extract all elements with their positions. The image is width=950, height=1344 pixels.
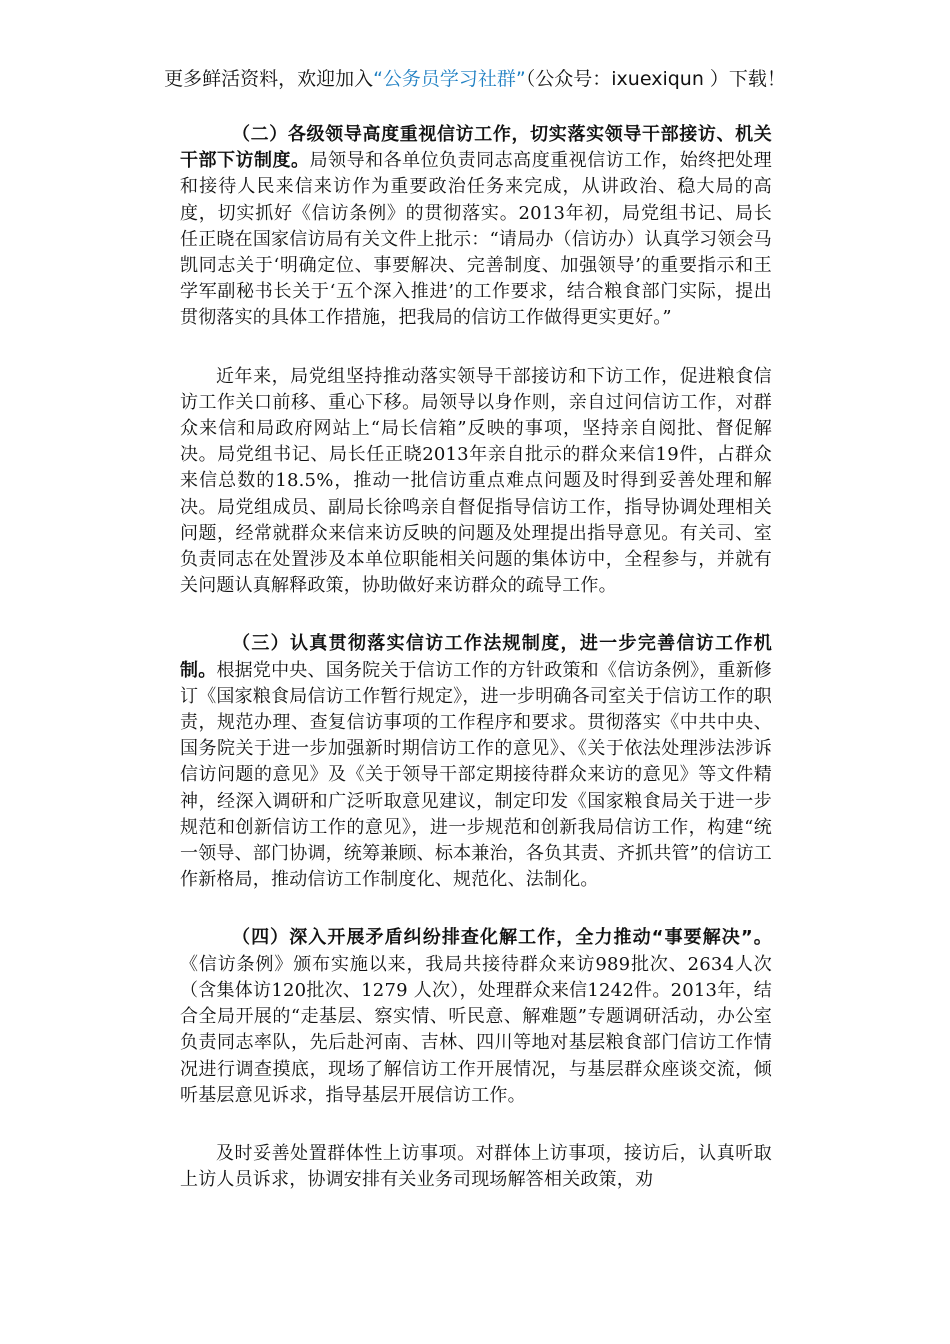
- paragraph-leadership-visits: [180, 364, 772, 600]
- section-heading: （四）深入开展矛盾纠纷排查化解工作，全力推动“事要解决”。: [232, 927, 772, 949]
- section-heading: （三）认真贯彻落实信访工作法规制度，进一步完善信访工作机制。: [180, 633, 772, 681]
- section-heading: （二）各级领导高度重视信访工作，切实落实领导干部接访、机关干部下访制度。: [180, 124, 772, 172]
- paragraph-text: 《信访条例》颁布实施以来，我局共接待群众来访989批次、2634人次（含集体访120批次、1279 人次），处理群众来信1242件。2013年，结合全局开展的“走基层、察实情、听民意、解难题”专题调研活动，办公室负责同志率队，先后赴河南、吉林、四川等地对基层粮食部门信访工作情况进行调查摸底，现场了解信访工作开展情况，与基层群众座谈交流，倾听基层意见诉求，指导基层开展信访工作。: [180, 953, 772, 1106]
- paragraph-text: 根据党中央、国务院关于信访工作的方针政策和《信访条例》，重新修订《国家粮食局信访工作暂行规定》，进一步明确各司室关于信访工作的职责，规范办理、查复信访事项的工作程序和要求。贯彻落实《中共中央、国务院关于进一步加强新时期信访工作的意见》、《关于依法处理涉法涉诉信访问题的意见》及《关于领导干部定期接待群众来访的意见》等文件精神，经深入调研和广泛听取意见建议，制定印发《国家粮食局关于进一步规范和创新信访工作的意见》，进一步规范和创新我局信访工作，构建“统一领导、部门协调，统筹兼顾、标本兼治，各负其责、齐抓共管”的信访工作新格局，推动信访工作制度化、规范化、法制化。: [180, 659, 773, 891]
- document-body: [180, 122, 772, 1225]
- paragraph-text: 局领导和各单位负责同志高度重视信访工作，始终把处理和接待人民来信来访作为重要政治任务来完成，从讲政治、稳大局的高度，切实抓好《信访条例》的贯彻落实。2013年初，局党组书记、局长任正晓在国家信访局有关文件上批示：“请局办（信访办）认真学习领会马凯同志关于‘明确定位、事要解决、完善制度、加强领导’的重要指示和王学军副秘书长关于‘五个深入推进’的工作要求，结合粮食部门实际，提出贯彻落实的具体工作措施，把我局的信访工作做得更实更好。”: [180, 150, 773, 329]
- paragraph-section-3: [180, 631, 772, 893]
- paragraph-text: 及时妥善处置群体性上访事项。对群体上访事项，接访后，认真听取上访人员诉求，协调安排有关业务司现场解答相关政策，劝: [180, 1142, 772, 1191]
- paragraph-section-4: [180, 925, 772, 1108]
- paragraph-group-petitions: [180, 1141, 772, 1193]
- paragraph-text: 近年来，局党组坚持推动落实领导干部接访和下访工作，促进粮食信访工作关口前移、重心下移。局领导以身作则，亲自过问信访工作，对群众来信和局政府网站上“局长信箱”反映的事项，坚持亲自阅批、督促解决。局党组书记、局长任正晓2013年亲自批示的群众来信19件，占群众来信总数的18.5%，推动一批信访重点难点问题及时得到妥善处理和解决。局党组成员、副局长徐鸣亲自督促指导信访工作，指导协调处理相关问题，经常就群众来信来访反映的问题及处理提出指导意见。有关司、室负责同志在处置涉及本单位职能相关问题的集体访中，全程参与，并就有关问题认真解释政策，协助做好来访群众的疏导工作。: [180, 365, 772, 597]
- paragraph-section-2: [180, 122, 772, 332]
- banner-prefix: 更多鲜活资料，欢迎加入: [164, 68, 374, 90]
- banner-highlight[interactable]: “公务员学习社群”: [373, 68, 526, 90]
- promo-banner: [0, 66, 950, 92]
- banner-suffix: （公众号：ixuexiqun ）下载！: [525, 68, 786, 90]
